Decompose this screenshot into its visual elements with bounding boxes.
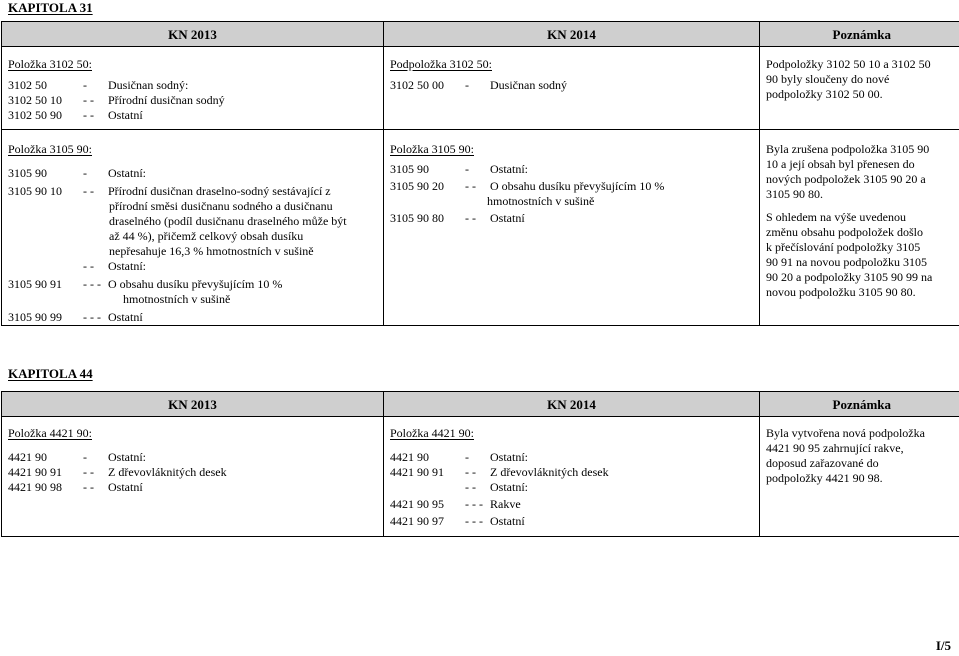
code-item: 3105 90 91 - - - O obsahu dusíku převyšujícím 10 % hmotnostních v sušině bbox=[8, 277, 283, 306]
code-item: 4421 90 91 - - Z dřevovláknitých desek bbox=[390, 465, 609, 479]
code-item: 4421 90 - Ostatní: bbox=[390, 450, 528, 464]
table-header-row bbox=[2, 22, 959, 47]
code-item: 3105 90 10 - - Přírodní dusičnan draselno-sodný sestávající z přírodní směsi dusičnanu sodného a dusičnanu draselného (podíl dusičnanu draselného může být až 44 %), přičemž celkový obsah dusíku nepřesahuje 16,3 % hmotnostních v sušině bbox=[8, 184, 347, 258]
code-item: - - Ostatní: bbox=[83, 259, 146, 273]
kn2013-cell bbox=[2, 47, 384, 130]
code-item: - - Ostatní: bbox=[465, 480, 528, 494]
column-header-kn2013: KN 2013 bbox=[2, 22, 384, 47]
code-item: 3102 50 10 - - Přírodní dusičnan sodný bbox=[8, 93, 225, 107]
cell-title: Položka 3105 90: bbox=[8, 142, 92, 156]
code-item: 3105 90 80 - - Ostatní bbox=[390, 211, 525, 225]
column-header-note: Poznámka bbox=[760, 22, 959, 47]
chapter-title: KAPITOLA 44 bbox=[8, 366, 93, 381]
code-item: 3102 50 00 - Dusičnan sodný bbox=[390, 78, 567, 92]
code-item: 3105 90 99 - - - Ostatní bbox=[8, 310, 143, 324]
cell-title: Položka 4421 90: bbox=[390, 426, 474, 440]
cell-title: Položka 4421 90: bbox=[8, 426, 92, 440]
kn2013-cell bbox=[2, 130, 384, 326]
kn2014-cell bbox=[384, 130, 760, 326]
code-item: 4421 90 91 - - Z dřevovláknitých desek bbox=[8, 465, 227, 479]
kn2013-cell bbox=[2, 417, 384, 537]
cell-title: Podpoložka 3102 50: bbox=[390, 57, 492, 71]
code-item: 4421 90 97 - - - Ostatní bbox=[390, 514, 525, 528]
cell-title: Položka 3105 90: bbox=[390, 142, 474, 156]
note-cell bbox=[760, 47, 959, 130]
chapter-31-table bbox=[1, 21, 959, 326]
note-cell bbox=[760, 130, 959, 326]
note-paragraph: Byla vytvořena nová podpoložka 4421 90 95 zahrnující rakve, doposud zařazované do podpoložky 4421 90 98. bbox=[766, 426, 925, 485]
note-cell bbox=[760, 417, 959, 537]
code-item: 3105 90 - Ostatní: bbox=[8, 166, 146, 180]
code-item: 3102 50 90 - - Ostatní bbox=[8, 108, 143, 122]
page-number: I/5 bbox=[935, 638, 951, 653]
table-header-row bbox=[2, 392, 959, 417]
cell-title: Položka 3102 50: bbox=[8, 57, 92, 71]
code-item: 4421 90 98 - - Ostatní bbox=[8, 480, 143, 494]
note-paragraph: S ohledem na výše uvedenou změnu obsahu podpoložek došlo k přečíslování podpoložky 3105 90 91 na novou podpoložku 3105 90 20 a podpoložky 3105 90 99 na novou podpoložku 3105 90 80. bbox=[766, 210, 933, 299]
chapter-title: KAPITOLA 31 bbox=[8, 0, 93, 15]
column-header-kn2014: KN 2014 bbox=[384, 392, 760, 417]
kn2014-cell bbox=[384, 47, 760, 130]
code-item: 3105 90 - Ostatní: bbox=[390, 162, 528, 176]
column-header-kn2014: KN 2014 bbox=[384, 22, 760, 47]
table-row bbox=[2, 130, 959, 326]
column-header-note: Poznámka bbox=[760, 392, 959, 417]
note-paragraph: Podpoložky 3102 50 10 a 3102 50 90 byly sloučeny do nové podpoložky 3102 50 00. bbox=[766, 57, 931, 101]
code-item: 3102 50 - Dusičnan sodný: bbox=[8, 78, 189, 92]
note-paragraph: Byla zrušena podpoložka 3105 90 10 a její obsah byl přenesen do nových podpoložek 3105 90 20 a 3105 90 80. bbox=[766, 142, 930, 201]
code-item: 4421 90 95 - - - Rakve bbox=[390, 497, 521, 511]
chapter-44-table bbox=[1, 391, 959, 537]
column-header-kn2013: KN 2013 bbox=[2, 392, 384, 417]
kn2014-cell bbox=[384, 417, 760, 537]
table-row bbox=[2, 417, 959, 537]
code-item: 4421 90 - Ostatní: bbox=[8, 450, 146, 464]
table-row bbox=[2, 47, 959, 130]
code-item: 3105 90 20 - - O obsahu dusíku převyšujícím 10 % hmotnostních v sušině bbox=[390, 179, 665, 208]
